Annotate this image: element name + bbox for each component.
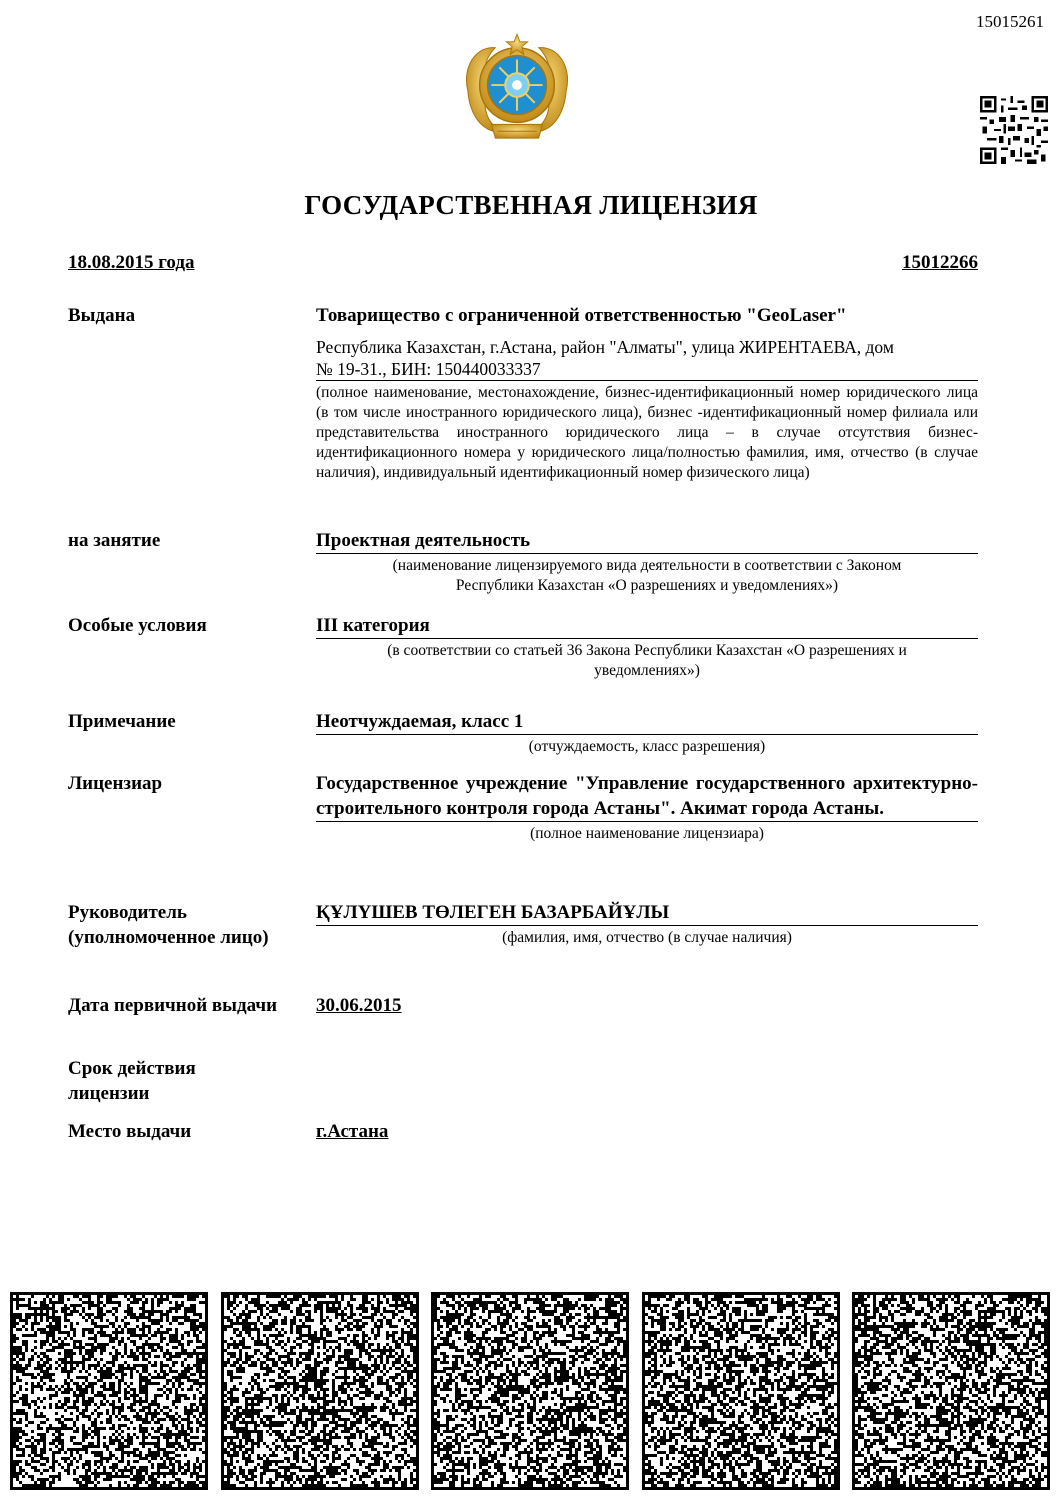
special-conditions-section: [316, 613, 978, 681]
licensee-address-line2: № 19-31., БИН: 150440033337: [316, 358, 978, 381]
licensor-section: [316, 771, 978, 844]
activity-caption-line1: (наименование лицензируемого вида деятельности в соответствии с Законом: [392, 557, 902, 574]
document-title: ГОСУДАРСТВЕННАЯ ЛИЦЕНЗИЯ: [304, 190, 758, 220]
issued-to-section: [316, 303, 978, 483]
validity-label-line2: лицензии: [68, 1083, 150, 1104]
note-value: Неотчуждаемая, класс 1: [316, 709, 978, 735]
activity-label: на занятие: [68, 530, 161, 551]
licensee-name: Товарищество с ограниченной ответственностью "GeoLaser": [316, 305, 847, 326]
barcode-1-icon: [10, 1292, 208, 1490]
note-caption: (отчуждаемость, класс разрешения): [528, 738, 766, 755]
special-conditions-caption-line1: (в соответствии со статьей 36 Закона Республики Казахстан «О разрешениях и: [387, 642, 907, 659]
place-label: Место выдачи: [68, 1121, 192, 1142]
head-label-line1: Руководитель: [68, 902, 187, 923]
barcode-5-icon: [852, 1292, 1050, 1490]
special-conditions-value: III категория: [316, 613, 978, 639]
head-value: ҚҰЛҮШЕВ ТӨЛЕГЕН БАЗАРБАЙҰЛЫ: [316, 900, 978, 926]
barcode-3-icon: [431, 1292, 629, 1490]
activity-section: [316, 528, 978, 596]
first-issue-label: Дата первичной выдачи: [68, 995, 278, 1016]
head-label: [68, 900, 269, 950]
barcode-2-icon: [221, 1292, 419, 1490]
head-section: [316, 900, 978, 948]
licensee-caption: (полное наименование, местонахождение, бизнес-идентификационный номер юридического лица (в том числе иностранного юридического лица), бизнес -идентификационный номер филиала или представительства иностранного юридического лица – в случае отсутствия бизнес-идентификационного номера у юридического лица/полностью фамилия, имя, отчество (в случае наличия), индивидуальный идентификационный номер физического лица): [316, 384, 978, 481]
note-label: Примечание: [68, 711, 176, 732]
first-issue-value: 30.06.2015: [316, 995, 402, 1016]
licensor-caption: (полное наименование лицензиара): [530, 825, 764, 842]
activity-value: Проектная деятельность: [316, 528, 978, 554]
document-number: 15015261: [976, 12, 1044, 31]
qr-code-icon: [978, 96, 1050, 164]
note-section: [316, 709, 978, 757]
licensor-label: Лицензиар: [68, 773, 163, 794]
state-emblem-icon: [458, 30, 576, 148]
barcode-strip: [10, 1292, 1060, 1490]
issued-to-label: Выдана: [68, 305, 136, 326]
validity-label: [68, 1056, 196, 1106]
license-number: 15012266: [902, 252, 978, 273]
head-caption: (фамилия, имя, отчество (в случае наличия): [502, 929, 792, 946]
place-value: г.Астана: [316, 1121, 389, 1142]
barcode-4-icon: [642, 1292, 840, 1490]
issue-date: 18.08.2015 года: [68, 252, 195, 273]
licensee-address-line1: Республика Казахстан, г.Астана, район "Алматы", улица ЖИРЕНТАЕВА, дом: [316, 337, 894, 357]
activity-caption-line2: Республики Казахстан «О разрешениях и уведомлениях»): [455, 577, 839, 594]
validity-label-line1: Срок действия: [68, 1058, 196, 1079]
head-label-line2: (уполномоченное лицо): [68, 927, 269, 948]
special-conditions-caption-line2: уведомлениях»): [594, 662, 700, 679]
licensor-value: Государственное учреждение "Управление государственного архитектурно-строительного контроля города Астаны". Акимат города Астаны.: [316, 771, 978, 822]
special-conditions-label: Особые условия: [68, 615, 207, 636]
